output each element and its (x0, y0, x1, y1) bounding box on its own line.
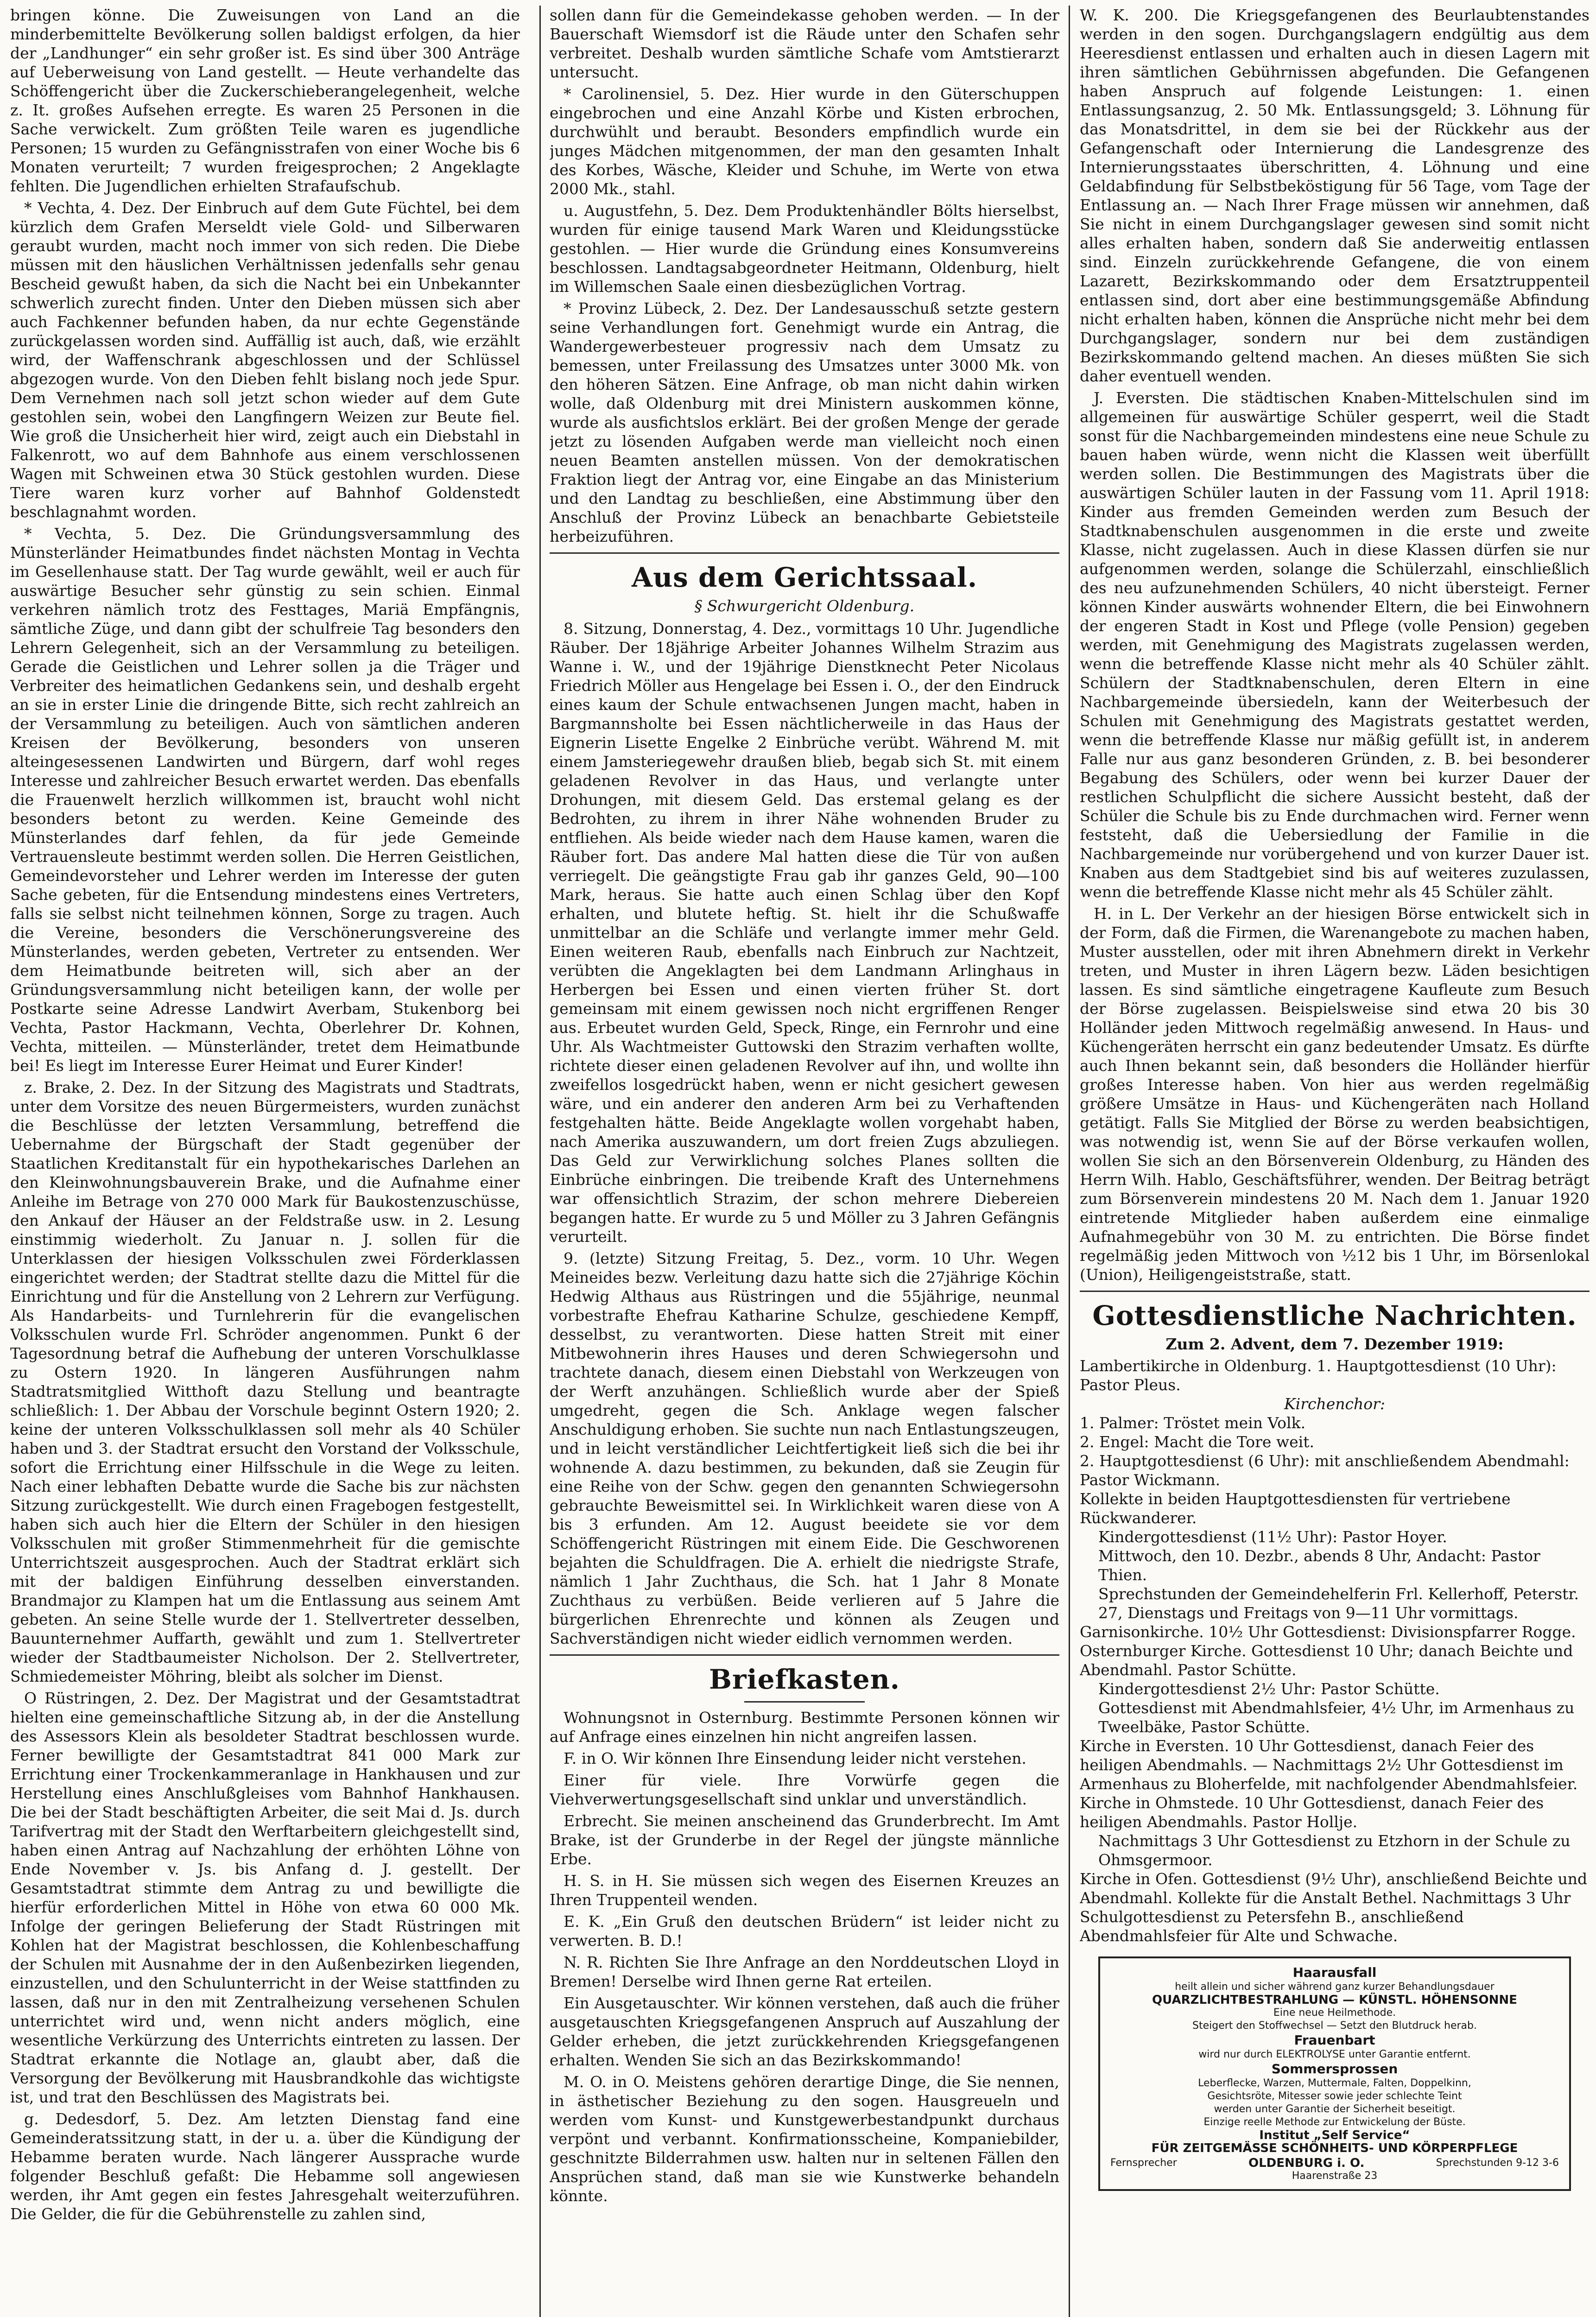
section-divider (550, 552, 1059, 554)
advert-hours: Sprechstunden 9-12 3-6 (1436, 2157, 1559, 2169)
worship-section-title: Gottesdienstliche Nachrichten. (1092, 1300, 1577, 1331)
worship-line: Kindergottesdienst (11½ Uhr): Pastor Hoyer. (1098, 1528, 1447, 1546)
worship-line: Kirchenchor: (1284, 1395, 1385, 1413)
court-report-session-8: 8. Sitzung, Donnerstag, 4. Dez., vormittags 10 Uhr. Jugendliche Räuber. Der 18jährige Arbeiter Johannes Wilhelm Strazim aus Wanne i. W., und der 19jährige Dienstknecht Peter Nicolaus Friedrich Möller aus Hengelage bei Essen i. O., der den Eindruck eines kaum der Schule entwachsenen Jungen macht, haben in Bargmannsholte bei Essen nächtlicherweile in das Haus der Eignerin Lisette Engelke 2 Einbrüche verübt. Während M. mit einem Jamsteriegewehr draußen blieb, begab sich St. mit einem geladenen Revolver in das Haus, und verlangte unter Drohungen, mit diesem Geld. Das erstemal gelang es der Bedrohten, zu ihrem in ihrer Nähe wohnenden Bruder zu entfliehen. Als beide wieder nach dem Hause kamen, waren die Räuber fort. Das andere Mal hatten diese die Tür von außen verriegelt. Die geängstigte Frau gab ihr ganzes Geld, 90—100 Mark, heraus. Sie hatte auch einen Schlag über den Kopf erhalten, und blutete heftig. St. hielt ihr die Schußwaffe unmittelbar an die Schläfe und verlangte immer mehr Geld. Einen weiteren Raub, ebenfalls nach Einbruch zur Nachtzeit, verübten die Angeklagten bei dem Landmann Arlinghaus in Herbergen bei Essen und einen vierten früher St. dort gemeinsam mit einem gewissen noch nicht ergriffenen Renger aus. Erbeutet wurden Geld, Speck, Ringe, ein Fernrohr und eine Uhr. Als Wachtmeister Guttowski den Strazim verhaften wollte, richtete dieser einen geladenen Revolver auf ihn, und wollte ihn zweifellos losgedrückt haben, wenn er nicht gesichert gewesen wäre, und ein anderer den anderen Arm bei zu Verhaftenden festgehalten hätte. Beide Angeklagte wollen vorgehabt haben, nach Amerika auszuwandern, um dort freien Zugs abzuliegen. Das Geld zur Verwirklichung solches Planes sollten die Einbrüche einbringen. Die treibende Kraft des Unternehmens war offensichtlich Strazim, der schon mehrere Diebereien begangen hatte. Er wurde zu 5 und Möller zu 3 Jahren Gefängnis verurteilt. (550, 620, 1059, 1246)
worship-line: Garnisonkirche. 10½ Uhr Gottesdienst: Divisionspfarrer Rogge. (1080, 1623, 1576, 1641)
article-dedesdorf: g. Dedesdorf, 5. Dez. Am letzten Dienstag fand eine Gemeinderatssitzung statt, in der u. a. über die Kündigung der Hebamme beraten wurde. Nach längerer Aussprache wurde folgender Beschluß gefaßt: Die Hebamme soll angewiesen werden, ihr Amt gegen ein festes Jahresgehalt weiterzuführen. Die Gelder, die für die Gebührenstelle zu zahlen sind, (10, 2110, 520, 2223)
letter-answer: Wohnungsnot in Osternburg. Bestimmte Personen können wir auf Anfrage eines einzelnen hin nicht angreifen lassen. (550, 1709, 1059, 1746)
advert-headline: Frauenbart (1294, 2032, 1375, 2048)
letter-answer-boerse: H. in L. Der Verkehr an der hiesigen Börse entwickelt sich in der Form, daß die Firmen, die Warenangebote zu machen haben, Muster ausstellen, oder mit ihren Abnehmern direkt in Verkehr treten, und Muster in ihren Lägern bezw. Läden besichtigen lassen. Es sind sämtliche eingetragene Kaufleute zum Besuch der Börse zugelassen. Beispielsweise sind etwa 20 bis 30 Holländer jeden Mittwoch regelmäßig anwesend. In Haus- und Küchengeräten herrscht ein ganz bedeutender Umsatz. Es dürfte auch Ihnen bekannt sein, daß besonders die Holländer hierfür großes Interesse haben. Von hier aus werden regelmäßig größere Umsätze in Haus- und Küchengeräten nach Holland getätigt. Falls Sie Mitglied der Börse zu werden beabsichtigen, was notwendig ist, wenn Sie auf der Börse verkaufen wollen, wollen Sie sich an den Börsenverein Oldenburg, zu Händen des Herrn Wilh. Hablo, Geschäftsführer, wenden. Der Beitrag beträgt zum Börsenverein mindestens 20 M. Nach dem 1. Januar 1920 eintretende Mitglieder haben außerdem eine einmalige Aufnahmegebühr von 30 M. zu entrichten. Die Börse findet regelmäßig jeden Mittwoch von ½12 bis 1 Uhr, im Börsenlokal (Union), Heiligengeiststraße, statt. (1080, 905, 1590, 1284)
letter-answer: Einer für viele. Ihre Vorwürfe gegen die Viehverwertungsgesellschaft sind unklar und unverständlich. (550, 1771, 1059, 1808)
article-carolinensiel: * Carolinensiel, 5. Dez. Hier wurde in den Güterschuppen eingebrochen und eine Anzahl Körbe und Kisten erbrochen, durchwühlt und beraubt. Besonders empfindlich wurde ein junges Mädchen mitgenommen, der man den gesamten Inhalt des Korbes, Wäsche, Kleider und Schuhe, im Werte von etwa 2000 Mk., stahl. (550, 85, 1059, 198)
worship-section-subtitle: Zum 2. Advent, dem 7. Dezember 1919: (1165, 1335, 1504, 1353)
section-divider (550, 1654, 1059, 1656)
advert-line: Gesichtsröte, Mitesser sowie jeder schlechte Teint (1207, 2090, 1462, 2102)
court-report-session-9: 9. (letzte) Sitzung Freitag, 5. Dez., vorm. 10 Uhr. Wegen Meineides bezw. Verleitung dazu hatte sich die 27jährige Köchin Hedwig Althaus aus Rüstringen und die 55jährige, neunmal vorbestrafte Ehefrau Katharine Schulze, geschiedene Kempff, desselbst, zu verantworten. Diese hatten Streit mit einer Mitbewohnerin ihres Hauses und deren Schwiegersohn und trachtete danach, diesem einen Diebstahl von Werkzeugen von der Werft anzuhängen. Schließlich wurde aber der Spieß umgedreht, gegen die Sch. Anklage wegen falscher Anschuldigung erhoben. Sie suchte nun nach Entlastungszeugen, und in leicht verständlicher Leichtfertigkeit ließ sich die bei ihr wohnende A. dazu bestimmen, zu bekunden, daß sie Zeugin für eine Reihe von der Schw. gegen den genannten Schwiegersohn gebrauchte Beweismittel sei. In Wirklichkeit waren diese von A bis 3 erfunden. Am 12. August beeidete sie vor dem Schöffengericht Rüstringen mit einem Eide. Die Geschworenen bejahten die Schuldfragen. Die A. erhielt die niedrigste Strafe, nämlich 1 Jahr Zuchthaus, die Sch. hat 1 Jahr 8 Monate Zuchthaus zu verbüßen. Beide verlieren auf 5 Jahre die bürgerlichen Ehrenrechte und können als Zeugen und Sachverständigen nicht wieder eidlich vernommen werden. (550, 1249, 1059, 1647)
worship-line: Lambertikirche in Oldenburg. 1. Hauptgottesdienst (10 Uhr): Pastor Pleus. (1080, 1357, 1557, 1394)
article-vechta-burglary: * Vechta, 4. Dez. Der Einbruch auf dem Gute Füchtel, bei dem kürzlich dem Grafen Merseldt viele Gold- und Silberwaren geraubt wurden, macht noch immer von sich reden. Die Diebe müssen mit den häuslichen Verhältnissen jedenfalls sehr genau Bescheid gewußt haben, da sich die Nacht bei ein Unbekannter schwerlich zurecht finden. Unter den Dieben müssen sich aber auch Fachkenner befunden haben, da nur echte Gegenstände zurückgelassen worden sind. Auffällig ist auch, daß, wie erzählt wird, der Waffenschrank abgeschlossen und der Schlüssel abgezogen wurde. Von den Dieben fehlt bislang noch jede Spur. Dem Vernehmen nach soll jetzt schon wieder auf dem Gute gestohlen sein, wobei den Langfingern Weizen zur Beute fiel. Wie groß die Unsicherheit hier wird, zeigt auch ein Diebstahl in Falkenrott, wo auf dem Bahnhofe aus einem verschlossenen Wagen mit Schweinen etwa 30 Stück gestohlen wurden. Diese Tiere waren kurz vorher auf Bahnhof Goldenstedt beschlagnahmt worden. (10, 199, 520, 521)
worship-line: Nachmittags 3 Uhr Gottesdienst zu Etzhorn in der Schule zu Ohmsgermoor. (1098, 1832, 1571, 1869)
advert-line: QUARZLICHTBESTRAHLUNG — KÜNSTL. HÖHENSONNE (1152, 1993, 1517, 2007)
letter-answer: H. S. in H. Sie müssen sich wegen des Eisernen Kreuzes an Ihren Truppenteil wenden. (550, 1872, 1059, 1909)
advert-phone-label: Fernsprecher (1110, 2157, 1177, 2169)
advert-address: Haarenstraße 23 (1292, 2170, 1378, 2182)
worship-line: Sprechstunden der Gemeindehelferin Frl. Kellerhoff, Peterstr. 27, Dienstags und Freitags von 9—11 Uhr vormittags. (1098, 1585, 1579, 1622)
worship-line: Gottesdienst mit Abendmahlsfeier, 4½ Uhr, im Armenhaus zu Tweelbäke, Pastor Schütte. (1098, 1699, 1575, 1736)
article-augustfehn: u. Augustfehn, 5. Dez. Dem Produktenhändler Bölts hierselbst, wurden für einige tausend Mark Waren und Kleidungsstücke gestohlen. — Hier wurde die Gründung eines Konsumvereins beschlossen. Landtagsabgeordneter Heitmann, Oldenburg, hielt im Willemschen Saale einen diesbezüglichen Vortrag. (550, 202, 1059, 296)
worship-line: Kirche in Ohmstede. 10 Uhr Gottesdienst, danach Feier des heiligen Abendmahls. Pastor Hollje. (1080, 1794, 1544, 1831)
worship-line: 2. Hauptgottesdienst (6 Uhr): mit anschließendem Abendmahl: Pastor Wickmann. (1080, 1452, 1570, 1489)
short-rule (744, 1701, 865, 1703)
advert-line: werden unter Garantie der Sicherheit beseitigt. (1214, 2103, 1456, 2115)
advert-line: Einzige reelle Methode zur Entwickelung der Büste. (1203, 2116, 1466, 2128)
article-ruestringen: O Rüstringen, 2. Dez. Der Magistrat und der Gesamtstadtrat hielten eine gemeinschaftliche Sitzung ab, in der die Anstellung des Assessors Klein als besoldeter Stadtrat beschlossen wurde. Ferner bewilligte der Gesamtstadtrat 841 000 Mark zur Errichtung einer Trockenkammeranlage in Hankhausen und zur Herstellung eines Anschlußgleises vom Bahnhof Hankhausen. Die bei der Stadt beschäftigten Arbeiter, die seit Mai d. Js. durch Tarifvertrag mit der Stadt den Werftarbeitern gleichgestellt sind, haben einen Antrag auf Nachzahlung der erhöhten Löhne von Ende November v. Js. bis Anfang d. J. gestellt. Der Gesamtstadtrat stimmte dem Antrag zu und bewilligte die hierfür erforderlichen Mittel in Höhe von etwa 60 000 Mk. Infolge der geringen Belieferung der Stadt Rüstringen mit Kohlen hat der Magistrat beschlossen, die Kohlenbeschaffung der Schulen mit Ausnahme der in den Außenbezirken liegenden, einzustellen, und den Schulunterricht in der Weise stattfinden zu lassen, daß nur in den mit Zentralheizung versehenen Schulen unterrichtet wird und, wenn nicht anders möglich, eine wesentliche Verkürzung des Unterrichts eintreten zu lassen. Der Stadtrat erkannte die Notlage an, glaubt aber, daß die Versorgung der Bevölkerung mit Hausbrandkohle das wichtigste ist, und trat den Beschlüssen des Magistrats bei. (10, 1689, 520, 2106)
column-1 (10, 6, 520, 2317)
letter-answer-eversten: J. Eversten. Die städtischen Knaben-Mittelschulen sind im allgemeinen für auswärtige Schüler gesperrt, weil die Stadt sonst für die Nachbargemeinden mindestens eine neue Schule zu bauen haben würde, wenn nicht die Klassen weit überfüllt werden sollen. Die Bestimmungen des Magistrats über die auswärtigen Schüler lauten in der Fassung vom 11. April 1918: Kinder aus fremden Gemeinden werden zum Besuch der Stadtknabenschulen ausgenommen in die erste und zweite Klasse, nicht zugelassen. Auch in diese Klassen dürfen sie nur aufgenommen werden, solange die Schülerzahl, einschließlich des neu aufzunehmenden Schülers, 40 nicht übersteigt. Ferner können Kinder auswärts wohnender Eltern, die bei Einwohnern der engeren Stadt in Kost und Pflege (volle Pension) gegeben werden, mit Genehmigung des Magistrats zugelassen werden, wenn die betreffende Klasse nicht mehr als 40 Schüler zählt. Schülern der Stadtknabenschulen, deren Eltern in eine Nachbargemeinde übersiedeln, kann der Weiterbesuch der Schulen mit Genehmigung des Magistrats gestattet werden, wenn die betreffende Klasse nur mäßig gefüllt ist, in anderem Falle nur aus ganz besonderen Gründen, z. B. bei besonderer Begabung des Schülers, oder wenn bei kurzer Dauer der restlichen Schulpflicht die sichere Aussicht besteht, daß der Schüler die Schule bis zu Ende durchmachen wird. Ferner wenn feststeht, daß die Uebersiedlung der Familie in die Nachbargemeinde nur vorübergehend und von kurzer Dauer ist. Knaben aus dem Stadtgebiet sind bis auf weiteres zuzulassen, wenn die betreffende Klasse nicht mehr als 45 Schüler zählt. (1080, 389, 1590, 901)
article-paragraph: sollen dann für die Gemeindekasse gehoben werden. — In der Bauerschaft Wiemsdorf ist die Räude unter den Schafen sehr verbreitet. Deshalb wurden sämtliche Schafe vom Amtstierarzt untersucht. (550, 6, 1059, 81)
worship-line: Mittwoch, den 10. Dezbr., abends 8 Uhr, Andacht: Pastor Thien. (1098, 1547, 1540, 1584)
advert-line: wird nur durch ELEKTROLYSE unter Garantie entfernt. (1198, 2049, 1471, 2060)
advert-line: Institut „Self Service“ (1259, 2128, 1410, 2142)
letter-answer: E. K. „Ein Gruß den deutschen Brüdern“ ist leider nicht zu verwerten. B. D.! (550, 1912, 1059, 1950)
letter-answer: Ein Ausgetauschter. Wir können verstehen, daß auch die früher ausgetauschten Kriegsgefangenen Anspruch auf Auszahlung der Gelder erheben, die jetzt zurückkehrenden Kriegsgefangenen erhalten. Wenden Sie sich an das Bezirkskommando! (550, 1994, 1059, 2069)
worship-line: Kirche in Ofen. Gottesdienst (9½ Uhr), anschließend Beichte und Abendmahl. Kollekte für die Anstalt Bethel. Nachmittags 3 Uhr Schulgottesdienst zu Petersfehn B., anschließend Abendmahlsfeier für Alte und Schwache. (1080, 1870, 1588, 1945)
letter-answer: Erbrecht. Sie meinen anscheinend das Grunderbrecht. Im Amt Brake, ist der Grunderbe in der Regel der jüngste männliche Erbe. (550, 1812, 1059, 1868)
court-section-subtitle: § Schwurgericht Oldenburg. (694, 597, 915, 615)
letter-answer: N. R. Richten Sie Ihre Anfrage an den Norddeutschen Lloyd in Bremen! Derselbe wird Ihnen gerne Rat erteilen. (550, 1953, 1059, 1990)
article-paragraph: bringen könne. Die Zuweisungen von Land an die minderbemittelte Bevölkerung sollen baldigst erfolgen, da hier der „Landhunger“ ein sehr großer ist. Es sind über 300 Anträge auf Ueberweisung von Land gestellt. — Heute verhandelte das Schöffengericht über die Zuckerschieberangelegenheit, welche z. It. großes Aufsehen erregte. Es waren 25 Personen in die Sache verwickelt. Zum größten Teile waren es jugendliche Personen; 15 wurden zu Gefängnisstrafen von einer Woche bis 6 Monaten verurteilt; 7 wurden freigesprochen; 2 Angeklagte fehlten. Die Jugendlichen erhielten Strafaufschub. (10, 6, 520, 195)
worship-line: Kindergottesdienst 2½ Uhr: Pastor Schütte. (1098, 1680, 1440, 1698)
letter-answer: M. O. in O. Meistens gehören derartige Dinge, die Sie nennen, in ästhetischer Beziehung zu den sogen. Hausgreueln und werden vom Kunst- und Kunstgewerbestandpunkt durchaus verpönt und verbannt. Konfirmationsscheine, Kompaniebilder, geschnitzte Bilderrahmen usw. halten nur in seltenen Fällen den Ansprüchen stand, daß man sie wie Kunstwerke behandeln könnte. (550, 2073, 1059, 2205)
advert-line: Leberflecke, Warzen, Muttermale, Falten, Doppelkinn, (1198, 2077, 1471, 2089)
article-brake: z. Brake, 2. Dez. In der Sitzung des Magistrats und Stadtrats, unter dem Vorsitze des neuen Bürgermeisters, wurden zunächst die Beschlüsse der letzten Versammlung, betreffend die Uebernahme der Bürgschaft der Stadt gegenüber der Staatlichen Kreditanstalt für ein hypothekarisches Darlehen an den Kleinwohnungsbauverein Brake, und die Aufnahme einer Anleihe im Betrage von 270 000 Mark für Baukostenzuschüsse, den Ankauf der Häuser an der Feldstraße usw. in 2. Lesung einstimmig wiederholt. Zu Januar n. J. sollen für die Unterklassen der hiesigen Volksschulen zwei Förderklassen eingerichtet werden; der Stadtrat stellte dazu die Mittel für die Einrichtung und für die Anstellung von 2 Lehrern zur Verfügung. Als Handarbeits- und Turnlehrerin für die evangelischen Volksschulen wurde Frl. Schröder angenommen. Punkt 6 der Tagesordnung betraf die Aufhebung der unteren Vorschulklasse zu Ostern 1920. In längeren Ausführungen nahm Stadtratsmitglied Witthoft dazu Stellung und beantragte schließlich: 1. Der Abbau der Vorschule beginnt Ostern 1920; 2. keine der unteren Volksschulklassen soll mehr als 40 Schüler haben und 3. der Stadtrat ersucht den Vorstand der Volksschule, sofort die Errichtung einer Hilfsschule in die Wege zu leiten. Nach einer lebhaften Debatte wurde die Sache bis zur nächsten Sitzung zurückgestellt. Wie durch einen Fragebogen festgestellt, haben sich auch hier die Eltern der Schüler in den hiesigen Volksschulen mit großer Stimmenmehrheit für die gemischte Unterrichtszeit ausgesprochen. Auch der Stadtrat erklärt sich mit der baldigen Einführung desselben einverstanden. Brandmajor zu Klampen hat um die Entlassung aus seinem Amt gebeten. An seine Stelle wurde der 1. Stellvertreter desselben, Bauunternehmer Auffarth, gewählt und zum 1. Stellvertreter wieder der Stadtbaumeister Nicholson. Der 2. Stellvertreter, Schmiedemeister Möhring, bleibt als solcher im Dienst. (10, 1078, 520, 1685)
column-2 (550, 6, 1059, 2317)
worship-line: Kirche in Eversten. 10 Uhr Gottesdienst, danach Feier des heiligen Abendmahls. — Nachmittags 2½ Uhr Gottesdienst im Armenhaus zu Bloherfelde, mit nachfolgender Abendmahlsfeier. (1080, 1737, 1578, 1793)
worship-line: 2. Engel: Macht die Tore weit. (1080, 1433, 1314, 1451)
worship-line: Kollekte in beiden Hauptgottesdiensten für vertriebene Rückwanderer. (1080, 1490, 1511, 1527)
worship-line: Osternburger Kirche. Gottesdienst 10 Uhr; danach Beichte und Abendmahl. Pastor Schütte. (1080, 1642, 1573, 1679)
column-3 (1080, 6, 1590, 2317)
advert-line: heilt allein und sicher während ganz kurzer Behandlungsdauer (1175, 1981, 1495, 1993)
article-vechta-heimatbund: * Vechta, 5. Dez. Die Gründungsversammlung des Münsterländer Heimatbundes findet nächsten Montag in Vechta im Gesellenhause statt. Der Tag wurde gewählt, weil er auch für auswärtige Besucher sehr günstig zu sein schien. Einmal verkehren nämlich trotz des Festtages, Mariä Empfängnis, sämtliche Züge, und dann gibt der schulfreie Tag besonders den Lehrern Gelegenheit, sich an der Versammlung zu beteiligen. Gerade die Geistlichen und Lehrer sollen ja die Träger und Verbreiter des heimatlichen Gedankens sein, und deshalb ergeht an sie in erster Linie die dringende Bitte, sich recht zahlreich an der Versammlung zu beteiligen. Auch von sämtlichen anderen Kreisen der Bevölkerung, besonders von unseren alteingesessenen Landwirten und Bürgern, darf wohl reges Interesse und zahlreicher Besuch erwartet werden. Das ebenfalls die Frauenwelt herzlich willkommen ist, braucht wohl nicht besonders betont zu werden. Keine Gemeinde des Münsterlandes darf fehlen, da für jede Gemeinde Vertrauensleute bestimmt werden sollen. Die Herren Geistlichen, Gemeindevorsteher und Lehrer werden im Interesse der guten Sache gebeten, für die Entsendung mindestens eines Vertreters, falls sie selbst nicht teilnehmen können, Sorge zu tragen. Auch die Vereine, besonders die Verschönerungsvereine des Münsterlandes, werden gebeten, Vertreter zu entsenden. Wer dem Heimatbunde beitreten will, sich aber an der Gründungsversammlung nicht beteiligen kann, der wolle per Postkarte seine Adresse Landwirt Averbam, Stukenborg bei Vechta, Pastor Hackmann, Vechta, Oberlehrer Dr. Kohnen, Vechta, mitteilen. — Münsterländer, tretet dem Heimatbunde bei! Es liegt im Interesse Eurer Heimat und Eurer Kinder! (10, 525, 520, 1075)
article-provinz-luebeck: * Provinz Lübeck, 2. Dez. Der Landesausschuß setzte gestern seine Verhandlungen fort. Genehmigt wurde ein Antrag, die Wandergewerbesteuer progressiv nach dem Umsatz zu bemessen, unter Freilassung des Umsatzes unter 3000 Mk. von den höheren Sätzen. Eine Anfrage, ob man nicht dahin wirken wolle, daß Oldenburg mit drei Ministern auskommen könne, wurde als ausfichtslos erklärt. Bei der großen Menge der gerade jetzt zu lösenden Aufgaben werde man vielleicht noch einen neuen Beamten anstellen müssen. Von der demokratischen Fraktion liegt der Antrag vor, eine Eingabe an das Ministerium und den Landtag zu beschließen, eine Abstimmung über den Anschluß der Provinz Lübeck an benachbarte Gebietsteile herbeizuführen. (550, 299, 1059, 545)
column-divider (1069, 6, 1070, 2317)
advert-line: Eine neue Heilmethode. (1273, 2007, 1396, 2019)
advert-headline: Sommersprossen (1271, 2061, 1398, 2076)
worship-line: 1. Palmer: Tröstet mein Volk. (1080, 1414, 1306, 1432)
advert-city: OLDENBURG i. O. (1248, 2156, 1365, 2170)
letter-answer: F. in O. Wir können Ihre Einsendung leider nicht verstehen. (564, 1749, 1026, 1767)
column-divider (539, 6, 541, 2317)
advert-title: Haarausfall (1292, 1965, 1377, 1980)
section-divider (1080, 1291, 1590, 1292)
advert-line: FÜR ZEITGEMÄSSE SCHÖNHEITS- UND KÖRPERPFLEGE (1151, 2141, 1518, 2155)
advert-line: Steigert den Stoffwechsel — Setzt den Blutdruck herab. (1192, 2020, 1477, 2032)
advert-footer (1110, 2157, 1559, 2170)
court-section-title: Aus dem Gerichtssaal. (631, 562, 978, 593)
advertisement-box (1098, 1956, 1571, 2191)
letters-section-title: Briefkasten. (709, 1664, 900, 1695)
letter-answer-w-k: W. K. 200. Die Kriegsgefangenen des Beurlaubtenstandes werden in den sogen. Durchgangslagern endgültig aus dem Heeresdienst entlassen und erhalten auch in diesen Lagern mit ihren sämtlichen Gebührnissen abgefunden. Die Gefangenen haben Anspruch auf folgende Leistungen: 1. einen Entlassungsanzug, 2. 50 Mk. Entlassungsgeld; 3. Löhnung für das Monatsdrittel, in dem sie bei der Rückkehr aus der Gefangenschaft oder Internierung die Landesgrenze des Internierungsstaates überschritten, 4. Löhnung und eine Geldabfindung für Selbstbeköstigung für 56 Tage, vom Tage der Entlassung an. — Nach Ihrer Frage müssen wir annehmen, daß Sie nicht in einem Durchgangslager gewesen sind somit nicht alles erhalten haben, sondern daß Sie anderweitig entlassen sind. Einzeln zurückkehrende Gefangene, die von einem Lazarett, Bezirkskommando oder dem Ersatztruppenteil entlassen sind, dort aber eine bestimmungsgemäße Abfindung nicht erhalten haben, können die Ansprüche nicht mehr bei dem Durchgangslager, sondern nur bei dem zuständigen Bezirkskommando geltend machen. An dieses müßten Sie sich daher eventuell wenden. (1080, 6, 1590, 385)
